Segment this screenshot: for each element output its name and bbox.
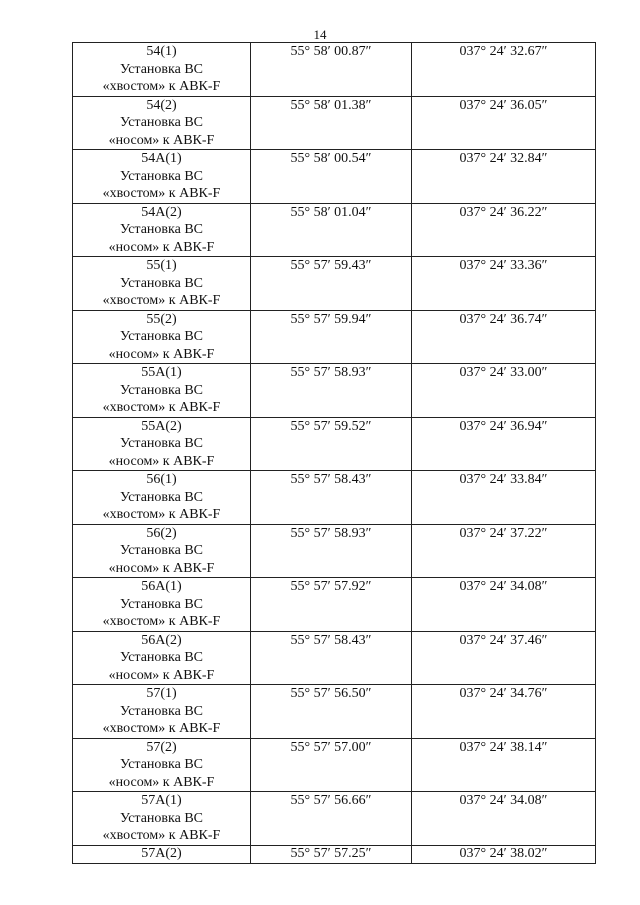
parking-direction: «носом» к АВК-F [108,667,215,683]
table-row [73,310,596,364]
parking-direction: «носом» к АВК-F [108,560,215,576]
parking-point-cell [73,792,251,846]
longitude-cell: 037° 24′ 38.02″ [412,845,596,863]
longitude-cell: 037° 24′ 33.36″ [412,257,596,311]
parking-point-id: 55(1) [146,258,177,273]
parking-point-id: 57А(2) [141,845,182,861]
parking-point-id: 54(2) [146,97,177,113]
parking-point-id: 57А(1) [141,793,182,808]
longitude-cell: 037° 24′ 34.08″ [412,578,596,632]
latitude-cell: 55° 57′ 57.25″ [251,845,412,863]
parking-point-cell [73,417,251,471]
parking-point-cell [73,738,251,792]
parking-point-id: 55(2) [146,311,177,327]
table-row [73,150,596,204]
parking-point-id: 54А(2) [141,204,182,220]
latitude-cell: 55° 57′ 57.92″ [251,578,412,632]
table-row [73,685,596,739]
longitude-cell: 037° 24′ 36.94″ [412,417,596,471]
parking-direction: «носом» к АВК-F [108,346,215,362]
table-row [73,417,596,471]
latitude-cell: 55° 58′ 00.54″ [251,150,412,204]
longitude-cell: 037° 24′ 32.67″ [412,43,596,97]
latitude-cell: 55° 57′ 59.94″ [251,310,412,364]
parking-point-id: 54А(1) [141,151,182,166]
parking-point-cell [73,578,251,632]
latitude-cell: 55° 58′ 00.87″ [251,43,412,97]
parking-purpose: Установка ВС [119,382,204,398]
parking-direction: «носом» к АВК-F [108,774,215,790]
longitude-cell: 037° 24′ 32.84″ [412,150,596,204]
latitude-cell: 55° 57′ 58.93″ [251,524,412,578]
parking-purpose: Установка ВС [119,757,204,772]
table-row [73,364,596,418]
latitude-cell: 55° 57′ 58.43″ [251,631,412,685]
parking-point-id: 54(1) [146,44,177,59]
table-row [73,738,596,792]
latitude-cell: 55° 57′ 59.43″ [251,257,412,311]
parking-direction: «носом» к АВК-F [108,132,215,148]
table-row [73,524,596,578]
parking-direction: «хвостом» к АВК-F [102,186,221,201]
parking-purpose: Установка ВС [119,61,204,77]
table-row [73,471,596,525]
latitude-cell: 55° 57′ 58.93″ [251,364,412,418]
latitude-cell: 55° 58′ 01.04″ [251,203,412,257]
parking-purpose: Установка ВС [119,275,204,291]
parking-direction: «носом» к АВК-F [108,239,215,255]
parking-point-cell [73,257,251,311]
parking-point-cell [73,471,251,525]
parking-point-id: 55А(2) [141,418,182,434]
parking-point-id: 56(2) [146,525,177,541]
parking-purpose: Установка ВС [119,436,204,451]
parking-purpose: Установка ВС [119,650,204,665]
table-row [73,845,596,863]
parking-purpose: Установка ВС [119,329,204,344]
longitude-cell: 037° 24′ 38.14″ [412,738,596,792]
parking-point-cell [73,845,251,863]
parking-point-id: 56А(1) [141,579,182,594]
parking-direction: «хвостом» к АВК-F [102,293,221,308]
parking-purpose: Установка ВС [119,596,204,612]
parking-point-id: 56(1) [146,472,177,487]
table-row [73,792,596,846]
parking-point-cell [73,150,251,204]
latitude-cell: 55° 57′ 56.66″ [251,792,412,846]
parking-point-cell [73,310,251,364]
parking-point-cell [73,96,251,150]
longitude-cell: 037° 24′ 36.05″ [412,96,596,150]
parking-point-cell [73,631,251,685]
parking-point-id: 56А(2) [141,632,182,648]
parking-purpose: Установка ВС [119,168,204,184]
latitude-cell: 55° 57′ 57.00″ [251,738,412,792]
table-row [73,578,596,632]
parking-direction: «хвостом» к АВК-F [102,721,221,736]
parking-purpose: Установка ВС [119,703,204,719]
parking-point-id: 57(1) [146,686,177,701]
parking-point-id: 55А(1) [141,365,182,380]
longitude-cell: 037° 24′ 37.22″ [412,524,596,578]
table-body [73,43,596,864]
parking-point-cell [73,685,251,739]
parking-point-cell [73,524,251,578]
coordinates-table [72,42,596,864]
parking-direction: «хвостом» к АВК-F [102,400,221,415]
longitude-cell: 037° 24′ 33.84″ [412,471,596,525]
parking-point-id: 57(2) [146,739,177,755]
latitude-cell: 55° 58′ 01.38″ [251,96,412,150]
parking-point-cell [73,203,251,257]
longitude-cell: 037° 24′ 34.08″ [412,792,596,846]
parking-direction: «хвостом» к АВК-F [102,614,221,629]
parking-direction: «хвостом» к АВК-F [102,828,221,843]
parking-point-cell [73,364,251,418]
parking-purpose: Установка ВС [119,543,204,558]
table-row [73,96,596,150]
longitude-cell: 037° 24′ 34.76″ [412,685,596,739]
table-row [73,203,596,257]
latitude-cell: 55° 57′ 59.52″ [251,417,412,471]
parking-point-cell [73,43,251,97]
latitude-cell: 55° 57′ 58.43″ [251,471,412,525]
longitude-cell: 037° 24′ 33.00″ [412,364,596,418]
longitude-cell: 037° 24′ 37.46″ [412,631,596,685]
parking-purpose: Установка ВС [119,489,204,505]
longitude-cell: 037° 24′ 36.22″ [412,203,596,257]
parking-purpose: Установка ВС [119,115,204,130]
parking-purpose: Установка ВС [119,810,204,826]
table-row [73,43,596,97]
page-number: 14 [313,27,327,42]
parking-purpose: Установка ВС [119,222,204,237]
longitude-cell: 037° 24′ 36.74″ [412,310,596,364]
parking-direction: «хвостом» к АВК-F [102,79,221,94]
parking-direction: «носом» к АВК-F [108,453,215,469]
table-row [73,631,596,685]
latitude-cell: 55° 57′ 56.50″ [251,685,412,739]
table-row [73,257,596,311]
parking-direction: «хвостом» к АВК-F [102,507,221,522]
